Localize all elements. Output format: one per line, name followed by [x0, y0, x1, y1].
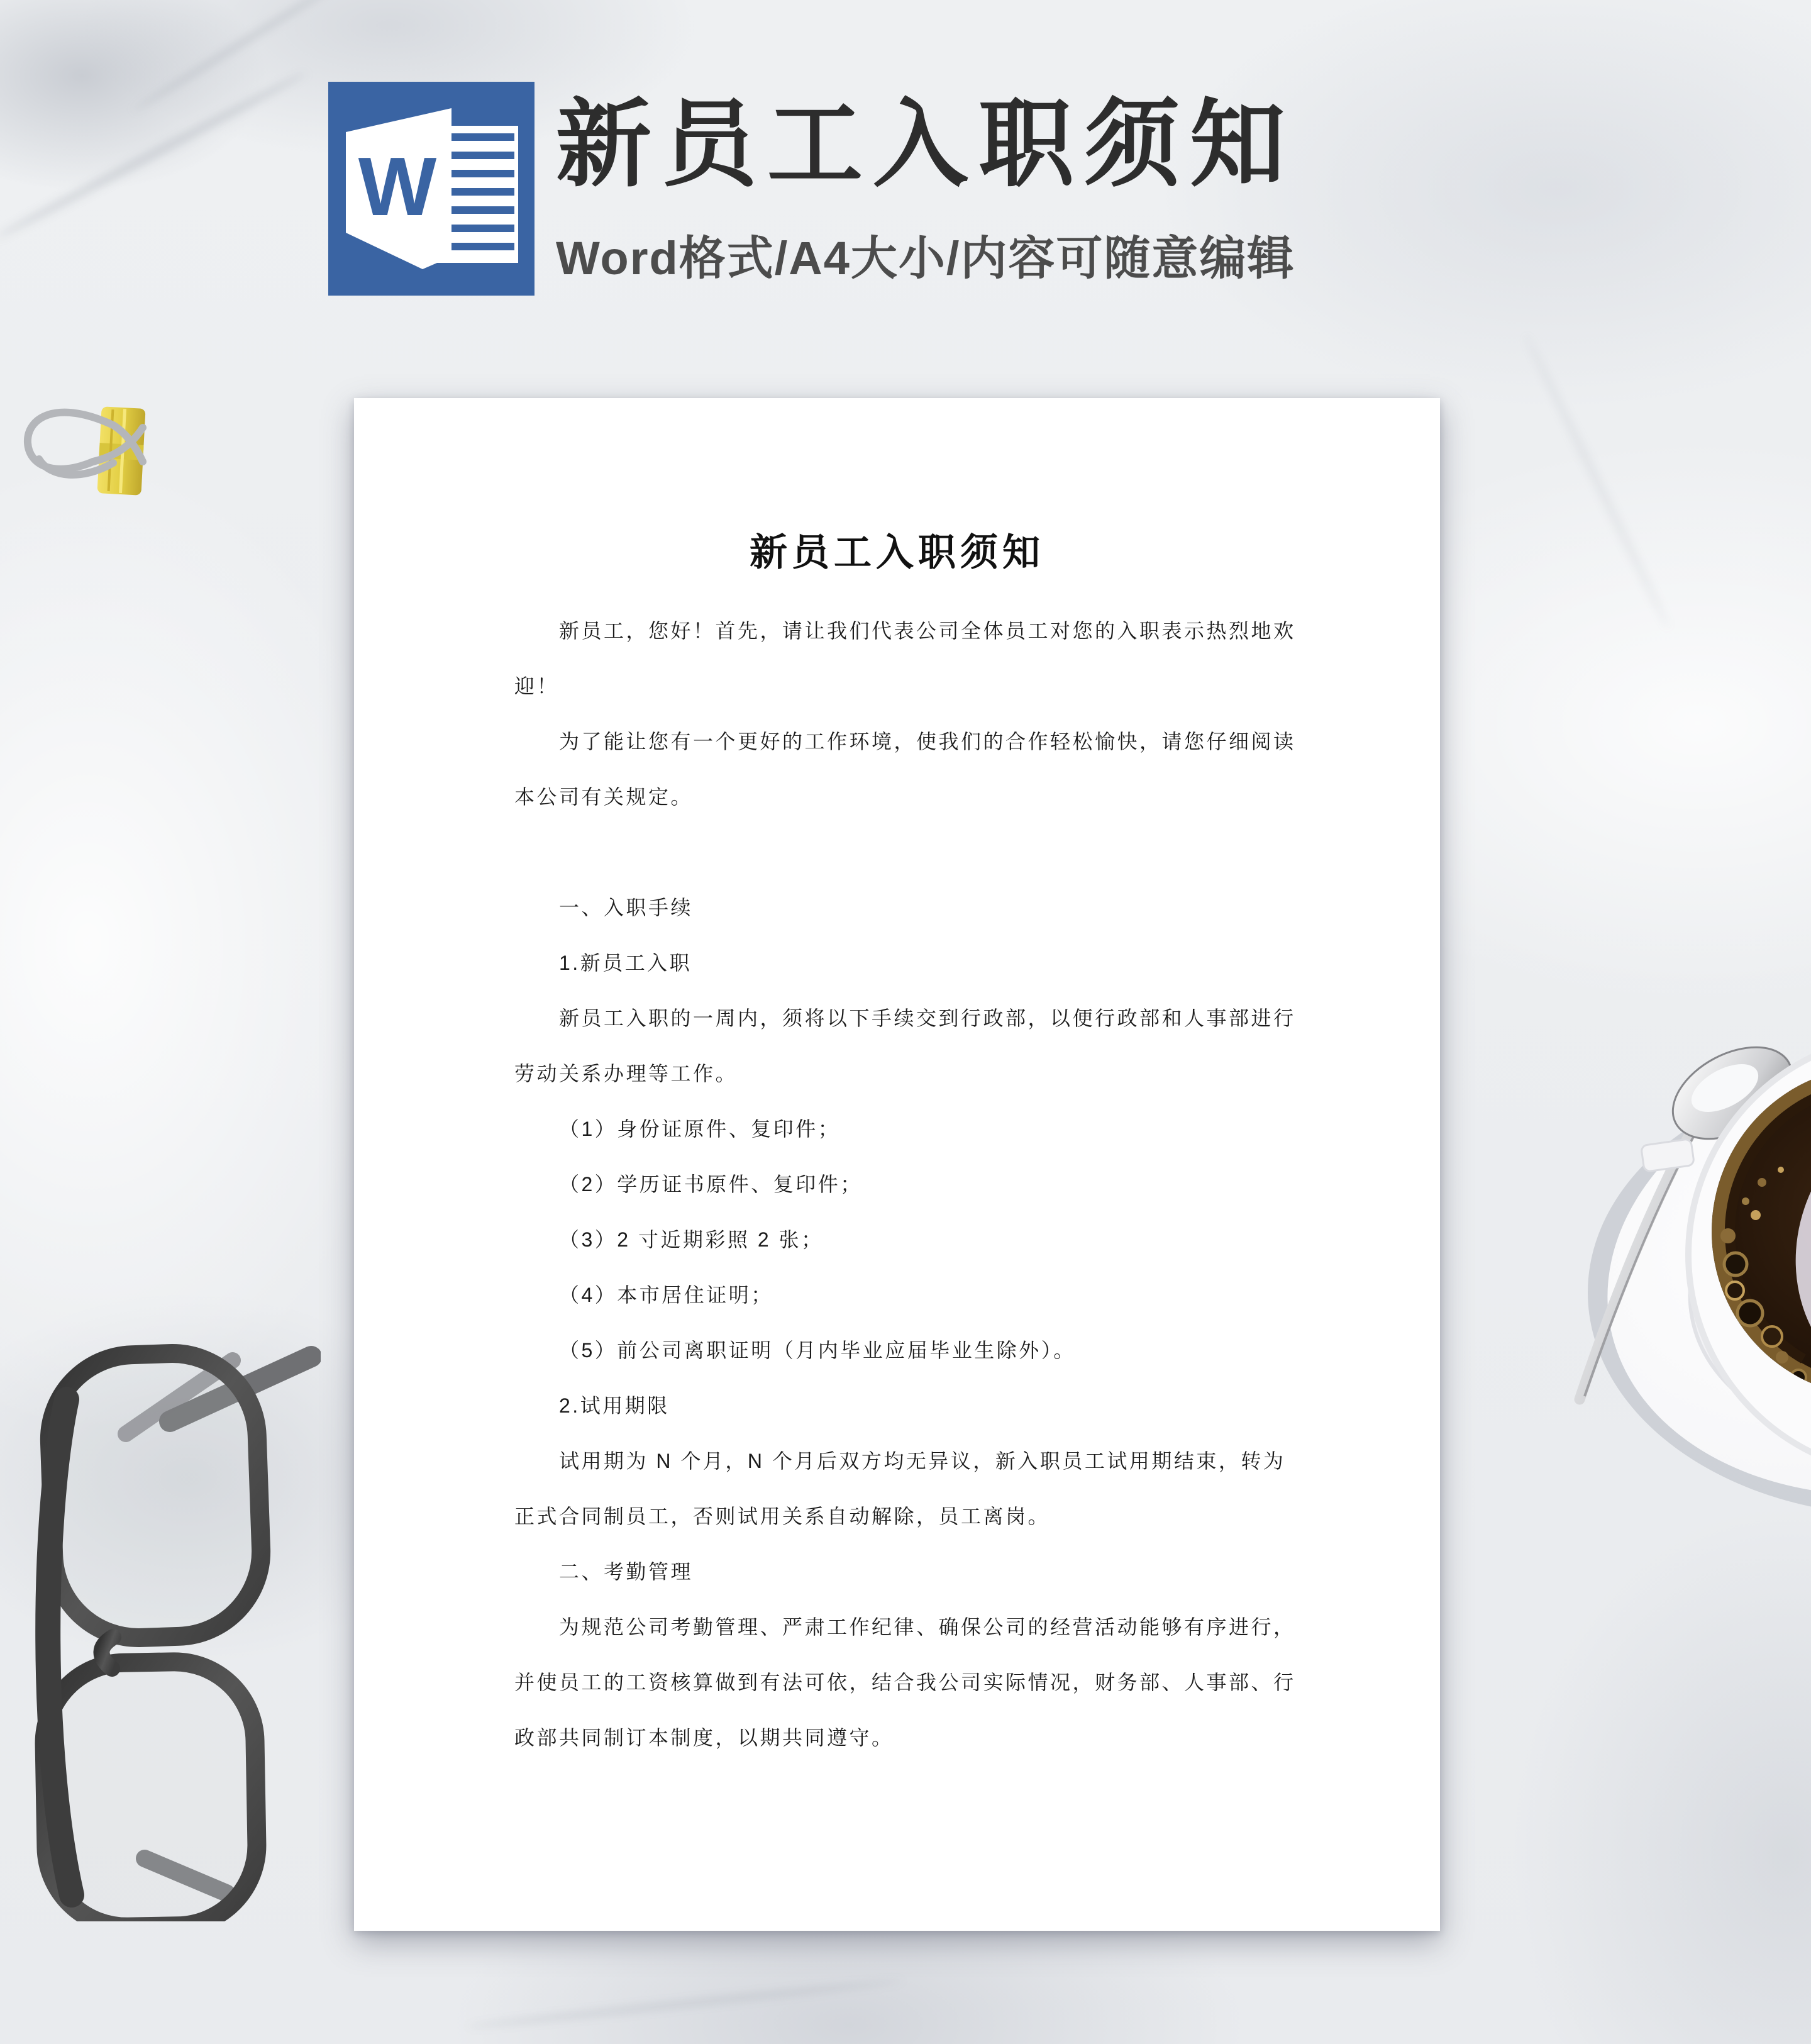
word-logo-icon — [328, 82, 534, 296]
document-text-line: 正式合同制员工，否则试用关系自动解除，员工离岗。 — [514, 1505, 1051, 1528]
document-text-line: 劳动关系办理等工作。 — [514, 1062, 738, 1085]
document-text-line: 迎！ — [514, 675, 560, 697]
coffee-cup-icon — [1484, 994, 1811, 1623]
document-text-line: （3）2 寸近期彩照 2 张； — [559, 1228, 824, 1251]
eyeglasses-icon — [25, 1318, 321, 1921]
document-title: 新员工入职须知 — [750, 531, 1044, 574]
marble-vein — [1522, 333, 1673, 631]
word-logo-letter: W — [358, 140, 437, 233]
document-text-line: 为了能让您有一个更好的工作环境，使我们的合作轻松愉快，请您仔细阅读 — [559, 730, 1296, 753]
document-text-line: 政部共同制订本制度，以期共同遵守。 — [514, 1726, 894, 1749]
document-text-line: 1.新员工入职 — [559, 952, 692, 974]
document-text-line: 一、入职手续 — [559, 896, 694, 919]
document-text-line: 新员工入职的一周内，须将以下手续交到行政部，以便行政部和人事部进行 — [559, 1007, 1296, 1030]
document-text-line: 2.试用期限 — [559, 1394, 670, 1417]
binder-clip-icon — [19, 389, 151, 502]
document-text-line: 本公司有关规定。 — [514, 786, 694, 808]
document-text-line: 并使员工的工资核算做到有法可依，结合我公司实际情况，财务部、人事部、行 — [514, 1671, 1296, 1694]
document-body — [354, 603, 1440, 1765]
document-text-line: （2）学历证书原件、复印件； — [559, 1173, 863, 1196]
document-text-line: 二、考勤管理 — [559, 1560, 694, 1583]
document-text-line: 新员工，您好！首先，请让我们代表公司全体员工对您的入职表示热烈地欢 — [559, 619, 1296, 642]
banner-title: 新员工入职须知 — [556, 91, 1295, 198]
marble-vein — [131, 0, 358, 114]
document-text-line: 试用期为 N 个月，N 个月后双方均无异议，新入职员工试用期结束，转为 — [559, 1450, 1286, 1472]
document-page — [354, 398, 1440, 1931]
document-text-line: （5）前公司离职证明（月内毕业应届毕业生除外）。 — [559, 1339, 1076, 1362]
banner-subtitle: Word格式/A4大小/内容可随意编辑 — [556, 232, 1295, 284]
document-text-line: 为规范公司考勤管理、严肃工作纪律、确保公司的经营活动能够有序进行， — [559, 1616, 1296, 1638]
document-text-line: （1）身份证原件、复印件； — [559, 1118, 841, 1140]
document-text-line: （4）本市居住证明； — [559, 1284, 773, 1306]
blank-line — [514, 825, 1287, 880]
marble-vein — [466, 1977, 904, 2030]
